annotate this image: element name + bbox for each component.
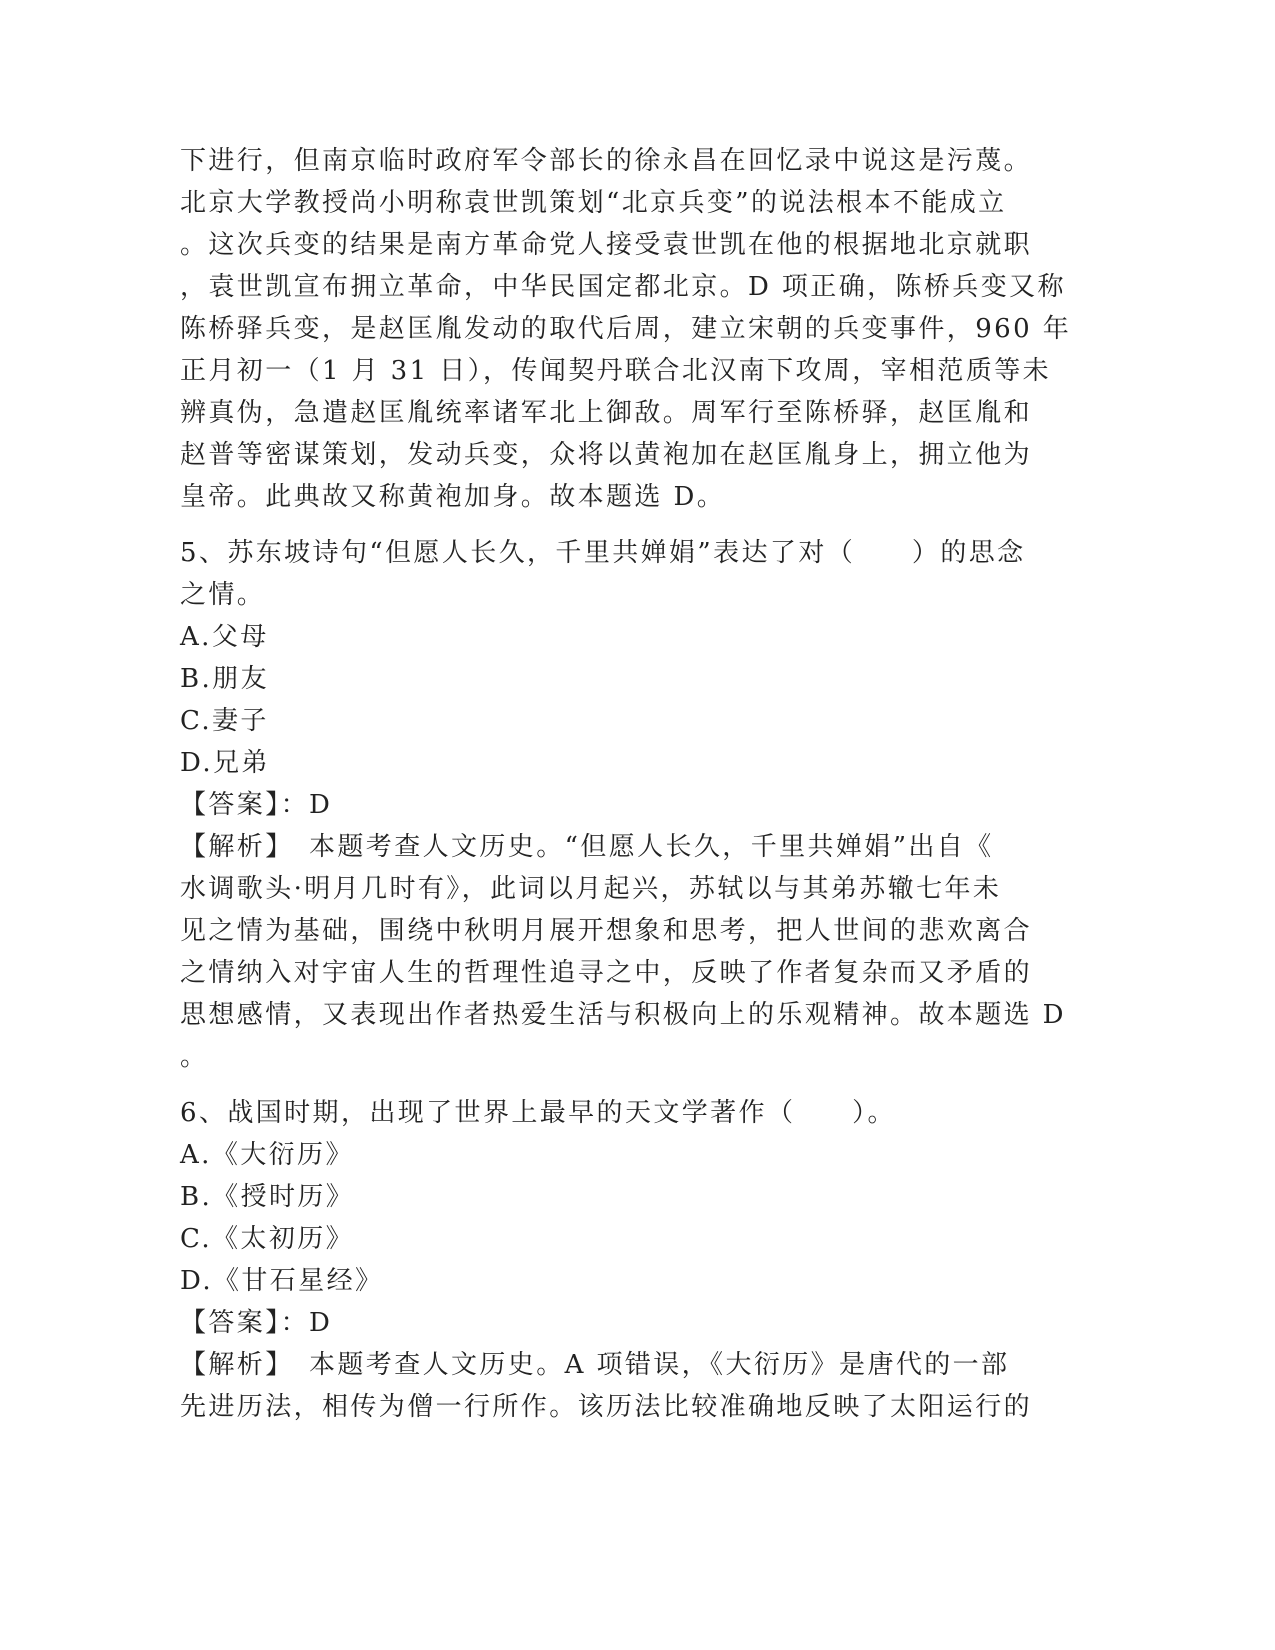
option-d: D.《甘石星经》 xyxy=(180,1266,384,1296)
option-c: C.妻子 xyxy=(180,706,269,736)
option-a: A.父母 xyxy=(180,622,269,652)
text-line: 。这次兵变的结果是南方革命党人接受袁世凯在他的根据地北京就职 xyxy=(180,230,1033,260)
page-content xyxy=(180,140,1072,1428)
option-c: C.《太初历》 xyxy=(180,1224,355,1254)
option-b: B.朋友 xyxy=(180,664,269,694)
option-b: B.《授时历》 xyxy=(180,1182,355,1212)
question-5 xyxy=(180,532,1066,1078)
question-6 xyxy=(180,1092,1040,1428)
text-line: 北京大学教授尚小明称袁世凯策划“北京兵变”的说法根本不能成立 xyxy=(180,188,1007,218)
option-d: D.兄弟 xyxy=(180,748,270,778)
answer-line: 【答案】：D xyxy=(180,1308,333,1338)
explanation-line: 。 xyxy=(180,1042,209,1072)
explanation-line: 【解析】 本题考查人文历史。“但愿人长久，千里共婵娟”出自《 xyxy=(180,832,994,862)
text-line: 正月初一（1 月 31 日），传闻契丹联合北汉南下攻周，宰相范质等未 xyxy=(180,356,1052,386)
text-line: ，袁世凯宣布拥立革命，中华民国定都北京。D 项正确，陈桥兵变又称 xyxy=(180,272,1066,302)
explanation-line: 见之情为基础，围绕中秋明月展开想象和思考，把人世间的悲欢离合 xyxy=(180,916,1033,946)
explanation-line: 水调歌头·明月几时有》，此词以月起兴，苏轼以与其弟苏辙七年未 xyxy=(180,874,1002,904)
question-text: 5、苏东坡诗句“但愿人长久，千里共婵娟”表达了对（ ）的思念 xyxy=(180,538,1026,568)
explanation-line: 之情纳入对宇宙人生的哲理性追寻之中，反映了作者复杂而又矛盾的 xyxy=(180,958,1033,988)
answer-line: 【答案】：D xyxy=(180,790,333,820)
text-line: 下进行，但南京临时政府军令部长的徐永昌在回忆录中说这是污蔑。 xyxy=(180,146,1033,176)
text-line: 赵普等密谋策划，发动兵变，众将以黄袍加在赵匡胤身上，拥立他为 xyxy=(180,440,1033,470)
previous-explanation xyxy=(180,140,1072,518)
option-a: A.《大衍历》 xyxy=(180,1140,354,1170)
explanation-line: 【解析】 本题考查人文历史。A 项错误，《大衍历》是唐代的一部 xyxy=(180,1350,1010,1380)
text-line: 辨真伪，急遣赵匡胤统率诸军北上御敌。周军行至陈桥驿，赵匡胤和 xyxy=(180,398,1033,428)
text-line: 皇帝。此典故又称黄袍加身。故本题选 D。 xyxy=(180,482,726,512)
text-line: 陈桥驿兵变，是赵匡胤发动的取代后周，建立宋朝的兵变事件，960 年 xyxy=(180,314,1072,344)
explanation-line: 先进历法，相传为僧一行所作。该历法比较准确地反映了太阳运行的 xyxy=(180,1392,1033,1422)
question-text: 之情。 xyxy=(180,580,266,610)
explanation-line: 思想感情，又表现出作者热爱生活与积极向上的乐观精神。故本题选 D xyxy=(180,1000,1066,1030)
question-text: 6、战国时期，出现了世界上最早的天文学著作（ ）。 xyxy=(180,1098,896,1128)
